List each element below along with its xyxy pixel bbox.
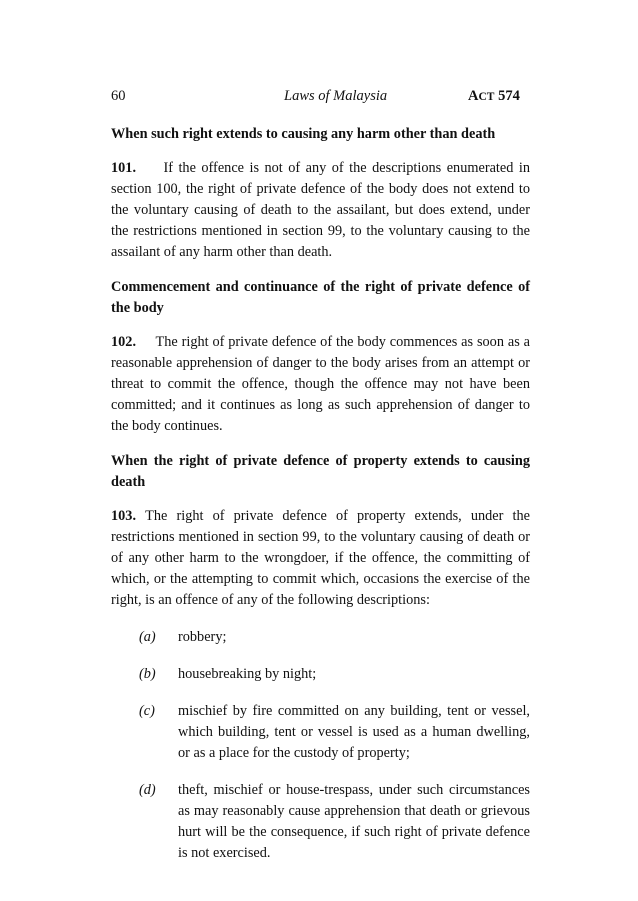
list-items (111, 627, 530, 864)
act-prefix: A (468, 88, 479, 104)
section-101 (111, 158, 530, 263)
list-item-label: (d) (139, 782, 156, 798)
list-item-label: (b) (139, 666, 156, 682)
list-item (111, 780, 530, 864)
list-item (111, 664, 530, 685)
list-item-label: (c) (139, 703, 155, 719)
section-text: If the offence is not of any of the descriptions enumerated in section 100, the right of private defence of the body does not extend to the voluntary causing of death to the assailant, but does extend, under the restrictions mentioned in section 99, to the voluntary causing to the assailant of any harm other than death. (111, 160, 530, 260)
section-number: 102. (111, 334, 137, 350)
act-number (468, 86, 520, 107)
list-item-label: (a) (139, 629, 156, 645)
page-number: 60 (111, 88, 126, 104)
spacer (136, 508, 145, 524)
section-102 (111, 332, 530, 437)
act-number-value: 574 (494, 88, 520, 104)
act-smallcaps: CT (478, 91, 495, 103)
list-item-text: theft, mischief or house-trespass, under such circumstances as may reasonably cause apprehension that death or grievous hurt will be the consequence, if such right of private defence is not exercised. (178, 782, 530, 861)
section-heading-101: When such right extends to causing any harm other than death (111, 126, 496, 142)
section-number: 101. (111, 160, 137, 176)
section-number: 103. (111, 508, 137, 524)
section-text: The right of private defence of the body commences as soon as a reasonable apprehension of danger to the body arises from an attempt or threat to commit the offence, though the offence may not have been committed; and it continues as long as such apprehension of danger to the body continues. (111, 334, 530, 434)
section-heading-103: When the right of private defence of property extends to causing death (111, 453, 530, 490)
spacer (136, 334, 155, 350)
running-header (111, 86, 530, 106)
publication-title: Laws of Malaysia (284, 88, 388, 104)
list-item (111, 627, 530, 648)
section-heading-102: Commencement and continuance of the right of private defence of the body (111, 279, 530, 316)
list-item-text: mischief by fire committed on any building, tent or vessel, which building, tent or vessel is used as a human dwelling, or as a place for the custody of property; (178, 703, 530, 761)
spacer (136, 160, 163, 176)
list-item (111, 701, 530, 764)
page-content (111, 86, 530, 880)
section-text: The right of private defence of property extends, under the restrictions mentioned in section 99, to the voluntary causing of death or of any other harm to the wrongdoer, if the offence, the committing of which, or the attempting to commit which, occasions the exercise of the right, is an offence of any of the following descriptions: (111, 508, 530, 608)
list-item-text: robbery; (178, 629, 227, 645)
section-103 (111, 506, 530, 611)
list-item-text: housebreaking by night; (178, 666, 317, 682)
